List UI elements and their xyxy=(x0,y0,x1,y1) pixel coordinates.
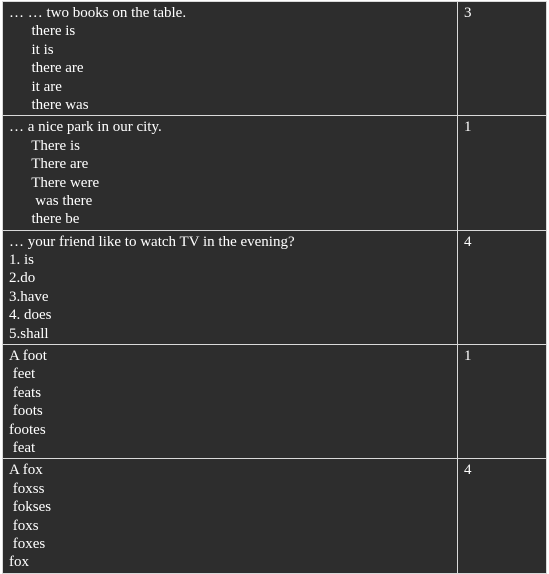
quiz-table xyxy=(2,1,547,574)
question-prompt: … your friend like to watch TV in the evening? xyxy=(9,233,295,250)
answer-option: 5.shall xyxy=(9,325,49,342)
answer-option: 4. does xyxy=(9,307,52,324)
answer-option: There is xyxy=(9,137,80,154)
answer-option: 1. is xyxy=(9,252,35,269)
answer-option: foxes xyxy=(9,535,46,552)
quiz-table-body xyxy=(3,2,547,574)
question-cell xyxy=(3,230,458,344)
answer-option: there was xyxy=(9,96,89,113)
answer-option: foxss xyxy=(9,480,45,497)
answer-key: 1 xyxy=(464,348,472,365)
answer-key: 1 xyxy=(464,119,472,136)
answer-key-cell xyxy=(458,230,547,344)
answer-option: feat xyxy=(9,439,36,456)
answer-option: footes xyxy=(9,421,46,438)
answer-option: there are xyxy=(9,60,84,77)
answer-option: There were xyxy=(9,174,100,191)
answer-option: there be xyxy=(9,211,80,228)
answer-option: it are xyxy=(9,78,62,95)
question-cell xyxy=(3,116,458,230)
question-prompt: … … two books on the table. xyxy=(9,5,187,21)
answer-key-cell xyxy=(458,2,547,116)
answer-key: 3 xyxy=(464,5,472,21)
answer-option: feats xyxy=(9,384,42,401)
answer-option: feet xyxy=(9,366,36,383)
answer-key-cell xyxy=(458,116,547,230)
answer-option: it is xyxy=(9,41,54,58)
question-cell xyxy=(3,459,458,573)
answer-option: fokses xyxy=(9,499,52,516)
answer-key: 4 xyxy=(464,233,472,250)
answer-option: there is xyxy=(9,23,76,40)
question-row xyxy=(3,459,547,573)
answer-option: foots xyxy=(9,403,43,420)
answer-option: fox xyxy=(9,554,29,571)
answer-option: 3.have xyxy=(9,288,49,305)
question-row xyxy=(3,116,547,230)
answer-option: 2.do xyxy=(9,270,36,287)
answer-option: foxs xyxy=(9,517,39,534)
question-row xyxy=(3,345,547,459)
answer-key: 4 xyxy=(464,462,472,479)
answer-key-cell xyxy=(458,345,547,459)
answer-key-cell xyxy=(458,459,547,573)
question-prompt: … a nice park in our city. xyxy=(9,119,162,136)
question-row xyxy=(3,2,547,116)
question-prompt: A foot xyxy=(9,348,47,365)
question-prompt: A fox xyxy=(9,462,43,479)
question-row xyxy=(3,230,547,344)
answer-option: was there xyxy=(9,192,93,209)
question-cell xyxy=(3,2,458,116)
answer-option: There are xyxy=(9,156,89,173)
question-cell xyxy=(3,345,458,459)
